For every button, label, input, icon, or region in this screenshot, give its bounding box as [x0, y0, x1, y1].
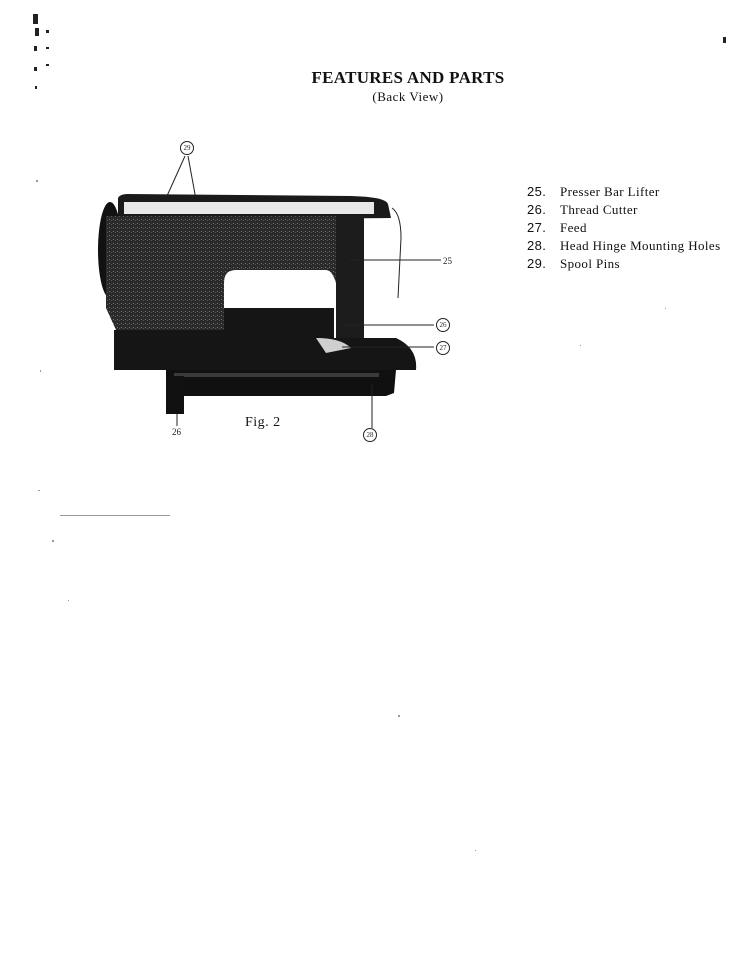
parts-list-item	[527, 201, 732, 219]
callout-25: 25	[443, 256, 452, 266]
callout-28: 28	[363, 428, 377, 442]
parts-list-item	[527, 237, 732, 255]
part-number: 26.	[527, 202, 547, 217]
callout-29: 29	[180, 141, 194, 155]
page-subtitle: (Back View)	[372, 89, 444, 104]
part-label: Head Hinge Mounting Holes	[560, 238, 721, 253]
parts-list-item	[527, 255, 732, 273]
part-label: Feed	[560, 220, 587, 235]
part-label: Spool Pins	[560, 256, 620, 271]
part-label: Presser Bar Lifter	[560, 184, 660, 199]
callout-26: 26	[436, 318, 450, 332]
part-number: 29.	[527, 256, 547, 271]
sewing-machine-back-view-figure	[96, 138, 466, 448]
parts-list	[527, 183, 732, 273]
figure-caption: Fig. 2	[245, 415, 281, 430]
callout-27: 27	[436, 341, 450, 355]
callout-26-bottom: 26	[172, 427, 181, 437]
parts-list-item	[527, 183, 732, 201]
part-number: 27.	[527, 220, 547, 235]
page-title: FEATURES AND PARTS	[311, 68, 505, 87]
parts-list-item	[527, 219, 732, 237]
part-number: 28.	[527, 238, 547, 253]
part-label: Thread Cutter	[560, 202, 638, 217]
part-number: 25.	[527, 184, 547, 199]
